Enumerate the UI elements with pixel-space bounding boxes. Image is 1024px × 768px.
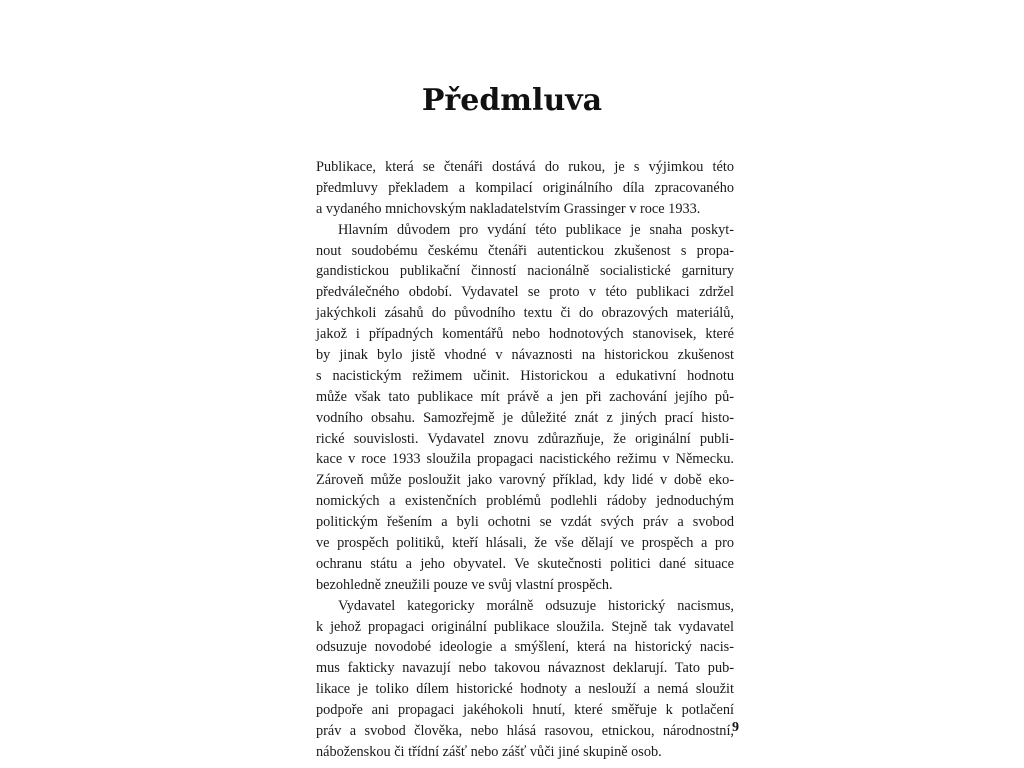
text-line: s nacistickým režimem učinit. Historickou a edukativní hodnotu [316, 367, 734, 384]
page-number: 9 [732, 720, 739, 735]
text-line: práv a svobod člověka, nebo hlásá rasovou, etnickou, národnostní, [316, 723, 734, 740]
text-line: Vydavatel kategoricky morálně odsuzuje historický nacismus, [338, 597, 734, 614]
text-line: mus fakticky navazují nebo takovou návaznost deklarují. Tato pub- [316, 660, 734, 677]
text-line: gandistickou publikační činností nacionálně socialistické garnitury [316, 263, 734, 280]
text-line: jakož i případných komentářů nebo hodnotových stanovisek, které [316, 326, 734, 343]
text-line: by jinak bylo jistě vhodné v návaznosti na historickou zkušenost [316, 347, 734, 364]
text-line: ve prospěch politiků, kteří hlásali, že vše dělají ve prospěch a pro [316, 535, 734, 552]
text-line: předválečného období. Vydavatel se proto v této publikaci zdržel [316, 284, 734, 301]
text-line: jakýchkoli zásahů do původního textu či do obrazových materiálů, [316, 305, 734, 322]
text-line: nomických a existenčních problémů podlehli rádoby jednoduchým [316, 493, 734, 510]
text-line: předmluvy překladem a kompilací originálního díla zpracovaného [316, 179, 734, 196]
text-line: politickým řešením a byli ochotni se vzdát svých práv a svobod [316, 514, 734, 531]
text-line: kace v roce 1933 sloužila propagaci nacistického režimu v Německu. [316, 451, 734, 468]
text-line: a vydaného mnichovským nakladatelstvím Grassinger v roce 1933. [316, 200, 701, 217]
text-line: Zároveň může posloužit jako varovný příklad, kdy lidé v době eko- [316, 472, 734, 489]
text-line: Publikace, která se čtenáři dostává do rukou, je s výjimkou této [316, 159, 734, 175]
text-line: bezohledně zneužili pouze ve svůj vlastní prospěch. [316, 576, 613, 593]
text-line: podpoře ani propagaci jakéhokoli hnutí, které směřuje k potlačení [316, 702, 734, 719]
text-line: likace je toliko dílem historické hodnoty a neslouží a nemá sloužit [316, 681, 734, 698]
text-line: Hlavním důvodem pro vydání této publikace je snaha poskyt- [338, 221, 734, 238]
paragraph-2 [316, 220, 734, 596]
text-line: nout soudobému českému čtenáři autentickou zkušenost s propa- [316, 242, 734, 259]
text-line: náboženskou či třídní zášť nebo zášť vůči jiné skupině osob. [316, 743, 662, 760]
paragraph-1 [316, 157, 734, 220]
text-line: ochranu státu a jeho obyvatel. Ve skutečnosti politici dané situace [316, 555, 734, 572]
text-line: může však tato publikace mít právě a jen při zachování jejího pů- [316, 388, 734, 405]
text-line: odsuzuje novodobé ideologie a smýšlení, která na historický nacis- [316, 639, 734, 656]
text-line: rické souvislosti. Vydavatel znovu zdůrazňuje, že originální publi- [316, 430, 734, 447]
body-text [316, 157, 734, 763]
paragraph-3 [316, 596, 734, 763]
chapter-title: Předmluva [421, 83, 603, 118]
text-line: vodního obsahu. Samozřejmě je důležité znát z jiných prací histo- [316, 409, 734, 426]
text-line: k jehož propagaci originální publikace sloužila. Stejně tak vydavatel [316, 618, 734, 635]
